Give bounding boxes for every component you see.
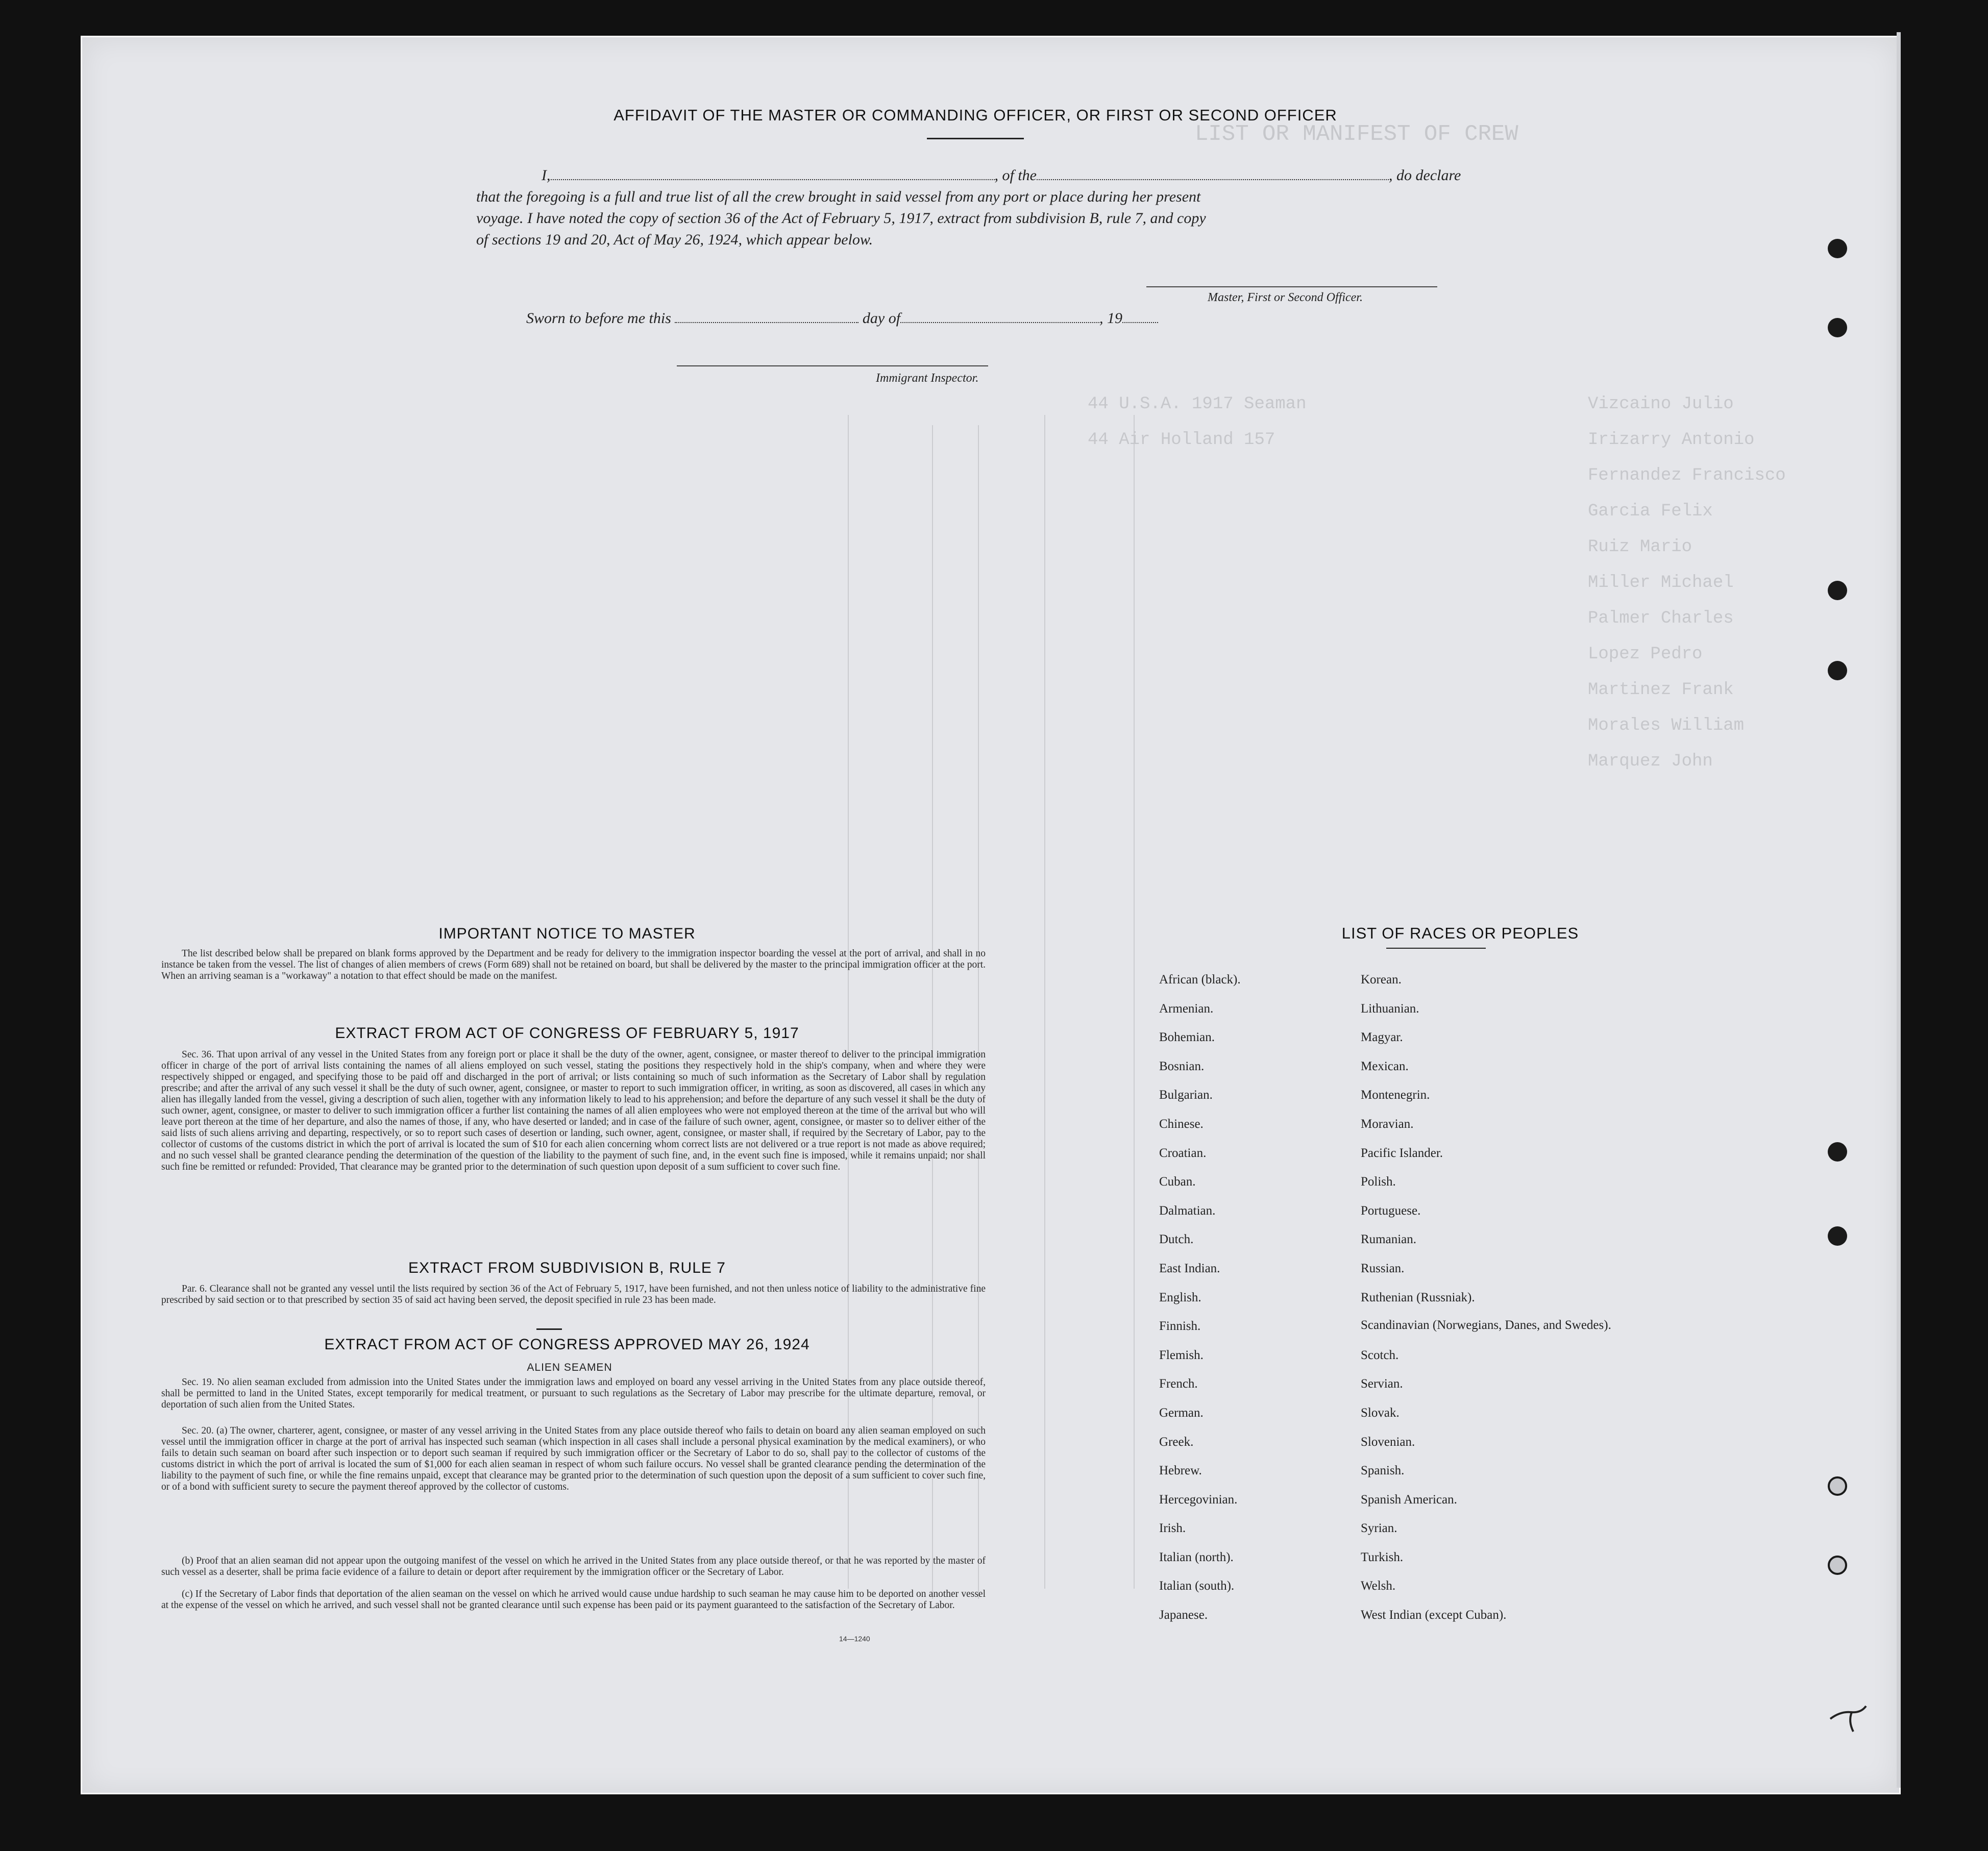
race-item: Croatian. bbox=[1159, 1146, 1207, 1160]
race-item: Rumanian. bbox=[1361, 1232, 1417, 1247]
race-item: Finnish. bbox=[1159, 1319, 1201, 1334]
race-item: Scotch. bbox=[1361, 1348, 1399, 1362]
race-item: Polish. bbox=[1361, 1175, 1396, 1189]
race-item: Welsh. bbox=[1361, 1579, 1396, 1593]
notice-text: The list described below shall be prepared on blank forms approved by the Department and be ready for delivery to the immigration inspector boarding the vessel at the port of arrival, and shall in no instance be taken from the vessel. The list of changes of alien members of crews (Form 689) shall not be retained on board, but shall be delivered by the master to the principal immigration officer at the port. When an arriving seaman is a "workaway" a notation to that effect should be made on the manifest. bbox=[161, 948, 986, 981]
act-1924-sec20a: Sec. 20. (a) The owner, charterer, agent, consignee, or master of any vessel arriving in the United States from any place outside thereof who fails to detain on board any alien seaman employed on such vessel until the immigration officer in charge at the port of arrival has inspected such seaman (which inspection in all cases shall include a personal physical examination by the medical examiners), or who fails to detain such seaman on board after such inspection or to deport such seaman if required by such immigration officer or the Secretary of Labor to do so, shall pay to the collector of customs of the customs district in which the port of arrival is located the sum of $1,000 for each alien seaman in respect of whom such failure occurs. No vessel shall be granted clearance pending the determination of the liability to the payment of such fine, or while the fine remains unpaid, except that clearance may be granted prior to the determination of such question upon the deposit of a sum sufficient to cover such fine, or of a bond with sufficient surety to secure the payment thereof approved by the collector of customs. bbox=[161, 1425, 986, 1492]
rule7-title: EXTRACT FROM SUBDIVISION B, RULE 7 bbox=[408, 1260, 726, 1276]
race-item: Bulgarian. bbox=[1159, 1088, 1213, 1102]
affidavit-line-4: of sections 19 and 20, Act of May 26, 1924, which appear below. bbox=[476, 231, 873, 248]
race-item: English. bbox=[1159, 1290, 1201, 1304]
extract-1917-title: EXTRACT FROM ACT OF CONGRESS OF FEBRUARY 5, 1917 bbox=[335, 1025, 799, 1042]
race-item: Italian (north). bbox=[1159, 1550, 1234, 1564]
punch-hole bbox=[1828, 1226, 1847, 1246]
race-item: Ruthenian (Russniak). bbox=[1361, 1290, 1475, 1304]
act-1924-sec20c: (c) If the Secretary of Labor finds that deportation of the alien seaman on the vessel on which he arrived would cause undue hardship to such seaman he may cause him to be deported on another vessel at the expense of the vessel on which he arrived, and such vessel shall not be granted clearance until such expense has been paid or its payment guaranteed to the satisfaction of the Secretary of Labor. bbox=[161, 1589, 986, 1611]
race-item: Flemish. bbox=[1159, 1348, 1204, 1362]
punch-hole bbox=[1828, 581, 1847, 600]
race-item: French. bbox=[1159, 1377, 1198, 1391]
race-item: German. bbox=[1159, 1405, 1204, 1420]
race-item: Slovenian. bbox=[1361, 1435, 1415, 1449]
extract-1917-text: Sec. 36. That upon arrival of any vessel in the United States from any foreign port or place it shall be the duty of the owner, agent, consignee, or master thereof to deliver to the principal immigration officer in charge of the port of arrival lists containing the names of all aliens employed on such vessel, stating the positions they respectively hold in the ship's company, when and where they were respectively shipped or engaged, and specifying those to be paid off and discharged in the port of arrival; or lists containing so much of such information as the Secretary of Labor shall by regulation prescribe; and after the arrival of any such vessel it shall be the duty of such owner, agent, consignee, or master to report to such immigration officer, in writing, as soon as discovered, all cases in which any alien has illegally landed from the vessel, giving a description of such alien, together with any information likely to lead to his apprehension; and before the departure of any such vessel it shall be the duty of such owner, agent, consignee, or master to deliver to such immigration officer a further list containing the names of all alien employees who were not employed thereon at the time of the arrival but who will leave port thereon at the time of her departure, and also the names of those, if any, who have deserted or landed; and in case of the failure of such owner, agent, consignee, or master so to deliver either of the said lists of such aliens arriving and departing, respectively, or so to report such cases of desertion or landing, such owner, agent, consignee, or master shall, if required by the Secretary of Labor, pay to the collector of customs of the customs district in which the port of arrival is located the sum of $10 for each alien concerning whom correct lists are not delivered or a true report is not made as above required; and no such vessel shall be granted clearance pending the determination of the question of the liability to the payment of such fine, and, in the event such fine is imposed, while it remains unpaid; nor shall such fine be remitted or refunded: Provided, That clearance may be granted prior to the determination of such question upon deposit of a sum sufficient to cover such fine. bbox=[161, 1049, 986, 1172]
race-item: Turkish. bbox=[1361, 1550, 1404, 1564]
document-page: LIST OR MANIFEST OF CREW Vizcaino Julio Irizarry Antonio Fernandez Francisco Garcia Felix Ruiz Mario Miller Michael Palmer Charles Lopez Pedro Martinez Frank Morales William Marquez John 44 U.S.A. 1917 Seaman 44 Air Holland 157 AFFIDAVIT OF THE MASTER OR COMMANDING OFFICER, OR FIRST OR SECOND OFFICER I, , of the , do declare that the foregoing is a full and true list of all the crew brought in said vessel from any port or place during her present voyage. I have noted the copy of section 36 of the Act of February 5, 1917, extract from subdivision B, rule 7, and copy of sections 19 and 20, Act of May 26, 1924, which appear below. Master, First or Second Officer. Sworn to before me this day of , 19 Immigrant Inspector. IMPORTANT NOTICE TO MASTER The list described below shall be prepared on blank forms approved by the Department and be ready for delivery to the immigration inspector boarding the vessel at the port of arrival, and shall in no instance be taken from the vessel. The list of changes of alien members of crews (Form 689) shall not be retained on board, but shall be delivered by the master to the principal immigration officer at the port. When an arriving seaman is a "workaway" a notation to that effect should be made on the manifest. EXTRACT FROM ACT OF CONGRESS OF FEBRUARY 5, 1917 Sec. 36. That upon arrival of any vessel in the United States from any foreign port or place it shall be the duty of the owner, agent, consignee, or master thereof to deliver to the principal immigration officer in charge of the port of arrival lists containing the names of all aliens employed on such vessel, stating the positions they respectively hold in the ship's company, when and where they were respectively shipped or engaged, and specifying those to be paid off and discharged in the port of arrival; or lists containing so much of such information as the Secretary of Labor shall by regulation prescribe; and after the arrival of any such vessel it shall be the duty of such owner, agent, consignee, or master to report to such immigration officer, in writing, as soon as discovered, all cases in which any alien has illegally landed from the vessel, giving a description of such alien, together with any information likely to lead to his apprehension; and before the departure of any such vessel it shall be the duty of such owner, agent, consignee, or master to deliver to such immigration officer a further list containing the names of all alien employees who were not employed thereon at the time of the arrival but who will leave port thereon at the time of her departure, and also the names of those, if any, who have deserted or landed; and in case of the failure of such owner, agent, consignee, or master so to deliver either of the said lists of such aliens arriving and departing, respectively, or so to report such cases of desertion or landing, such owner, agent, consignee, or master shall, if required by the Secretary of Labor, pay to the collector of customs of the customs district in which the port of arrival is located the sum of $10 for each alien concerning whom correct lists are not delivered or a true report is not made as above required; and no such vessel shall be granted clearance pending the determination of the question of the liability to the payment of such fine, and, in the event such fine is imposed, while it remains unpaid; nor shall such fine be remitted or refunded: Provided, That clearance may be granted prior to the determination of such question upon deposit of a sum sufficient to cover such fine. EXTRACT FROM SUBDIVISION B, RULE 7 Par. 6. Clearance shall not be granted any vessel until the lists required by section 36 of the Act of February 5, 1917, have been furnished, and not then unless notice of liability to the administrative fine prescribed by said section or to that prescribed by section 35 of said act having been served, the deposit specified in rule 23 has been made. EXTRACT FROM ACT OF CONGRESS APPROVED MAY 26, 1924 ALIEN SEAMEN Sec. 19. No alien seaman excluded from admission into the United States under the immigration laws and employed on board any vessel arriving in the United States from any place outside thereof, shall be permitted to land in the United States, except temporarily for medical treatment, or pursuant to such regulations as the Secretary of Labor may prescribe for the ultimate departure, removal, or deportation of such alien from the United States. Sec. 20. (a) The owner, charterer, agent, consignee, or master of any vessel arriving in the United States from any place outside thereof who fails to detain on board any alien seaman employed on such vessel until the immigration officer in charge at the port of arrival has inspected such seaman (which inspection in all cases shall include a personal physical examination by the medical examiners), or who fails to detain such seaman on board after such inspection or to deport such seaman if required by such immigration officer or the Secretary of Labor to do so, shall pay to the collector of customs of the customs district in which the port of arrival is located the sum of $1,000 for each alien seaman in respect of whom such failure occurs. No vessel shall be granted clearance pending the determination of the liability to the payment of such fine, or while the fine remains unpaid, except that clearance may be granted prior to the determination of such question upon the deposit of a sum sufficient to cover such fine, or of a bond with sufficient surety to secure the payment thereof approved by the collector of customs. (b) Proof that an alien seaman did not appear upon the outgoing manifest of the vessel on which he arrived in the United States from any place outside thereof, or that he was reported by the master of such vessel as a deserter, shall be prima facie evidence of a failure to detain or deport after requirement by the immigration officer or the Secretary of Labor. (c) If the Secretary of Labor finds that deportation of the alien seaman on the vessel on which he arrived would cause undue hardship to such seaman he may cause him to be deported on another vessel at the expense of the vessel on which he arrived, and such vessel shall not be granted clearance until such expense has been paid or its payment guaranteed to the satisfaction of the Secretary of Labor. 14—1240 LIST OF RACES OR PEOPLES African (black). Armenian. Bohemian. Bosnian. Bulgarian. Chinese. Croatian. Cuban. Dalmatian. Dutch. East Indian. English. Finnish. Flemish. French. German. Greek. Hebrew. Hercegovinian. Irish. Italian (north). Italian (south). Japanese. Korean. Lithuanian. Magyar. Mexican. Montenegrin. Moravian. Pacific Islander. Polish. Portuguese. Rumanian. Russian. Ruthenian (Russniak). Scandinavian (Norwegians, Danes, and Swedes). Scotch. Servian. Slovak. Slovenian. Spanish. Spanish American. Syrian. Turkish. Welsh. West Indian (except Cuban). bbox=[81, 36, 1901, 1794]
race-item: Hebrew. bbox=[1159, 1464, 1202, 1478]
affidavit-line-1: I, , of the , do declare bbox=[542, 165, 1562, 186]
form-code: 14—1240 bbox=[839, 1635, 870, 1643]
race-item: Spanish American. bbox=[1361, 1492, 1457, 1507]
race-item: Servian. bbox=[1361, 1377, 1403, 1391]
races-right-column bbox=[1361, 972, 1626, 1637]
name-blank[interactable] bbox=[551, 165, 995, 180]
act-1924-sec19: Sec. 19. No alien seaman excluded from admission into the United States under the immigration laws and employed on board any vessel arriving in the United States from any place outside thereof, shall be permitted to land in the United States, except temporarily for medical treatment, or pursuant to such regulations as the Secretary of Labor may prescribe for the ultimate departure, removal, or deportation of such alien from the United States. bbox=[161, 1377, 986, 1410]
race-item: African (black). bbox=[1159, 973, 1241, 986]
master-signature-line[interactable] bbox=[1146, 286, 1437, 287]
section-dash bbox=[536, 1328, 562, 1330]
notice-title: IMPORTANT NOTICE TO MASTER bbox=[438, 925, 696, 942]
race-item: Cuban. bbox=[1159, 1175, 1196, 1189]
race-item: Magyar. bbox=[1361, 1030, 1403, 1045]
race-item: Greek. bbox=[1159, 1435, 1194, 1449]
sworn-day-blank[interactable] bbox=[675, 308, 858, 323]
races-title: LIST OF RACES OR PEOPLES bbox=[1341, 924, 1579, 942]
affidavit-line-3: voyage. I have noted the copy of section 36 of the Act of February 5, 1917, extract from subdivision B, rule 7, and copy bbox=[476, 210, 1206, 227]
act-1924-subtitle: ALIEN SEAMEN bbox=[527, 1362, 612, 1373]
sworn-year-blank[interactable] bbox=[1122, 308, 1158, 323]
race-item: Bohemian. bbox=[1159, 1030, 1215, 1045]
sworn-line: Sworn to before me this day of , 19 bbox=[526, 308, 1292, 329]
inspector-label: Immigrant Inspector. bbox=[876, 372, 979, 385]
vessel-blank[interactable] bbox=[1037, 165, 1389, 180]
race-item: Irish. bbox=[1159, 1521, 1186, 1536]
race-item: Korean. bbox=[1361, 973, 1402, 986]
handwritten-mark-icon bbox=[1825, 1691, 1871, 1737]
rule7-text: Par. 6. Clearance shall not be granted any vessel until the lists required by section 36 of the Act of February 5, 1917, have been furnished, and not then unless notice of liability to the administrative fine prescribed by said section or to that prescribed by section 35 of said act having been served, the deposit specified in rule 23 has been made. bbox=[161, 1284, 986, 1305]
race-item: Dutch. bbox=[1159, 1232, 1194, 1247]
race-item: Russian. bbox=[1361, 1261, 1405, 1275]
race-item: Spanish. bbox=[1361, 1464, 1405, 1478]
race-item: West Indian (except Cuban). bbox=[1361, 1608, 1507, 1622]
race-item: Moravian. bbox=[1361, 1117, 1414, 1131]
inspector-signature-line[interactable] bbox=[677, 365, 988, 366]
race-item: Lithuanian. bbox=[1361, 1001, 1419, 1016]
punch-hole bbox=[1828, 1476, 1847, 1496]
race-item: Slovak. bbox=[1361, 1405, 1400, 1420]
race-item: Dalmatian. bbox=[1159, 1203, 1216, 1218]
race-item: Portuguese. bbox=[1361, 1203, 1421, 1218]
sworn-month-blank[interactable] bbox=[900, 308, 1099, 323]
race-item: Japanese. bbox=[1159, 1608, 1208, 1622]
sheet-edge-right bbox=[1897, 32, 1901, 1788]
race-item: Armenian. bbox=[1159, 1001, 1214, 1016]
races-left-column bbox=[1159, 972, 1353, 1637]
race-item: Montenegrin. bbox=[1361, 1088, 1430, 1102]
race-item: Hercegovinian. bbox=[1159, 1492, 1238, 1507]
race-item: Pacific Islander. bbox=[1361, 1146, 1443, 1160]
punch-hole bbox=[1828, 1556, 1847, 1575]
race-item: Mexican. bbox=[1361, 1059, 1409, 1073]
race-item: Chinese. bbox=[1159, 1117, 1204, 1131]
punch-hole bbox=[1828, 239, 1847, 258]
race-item: Italian (south). bbox=[1159, 1579, 1235, 1593]
punch-hole bbox=[1828, 1142, 1847, 1162]
title-rule bbox=[927, 138, 1024, 139]
affidavit-line-2: that the foregoing is a full and true list of all the crew brought in said vessel from any port or place during her present bbox=[476, 188, 1201, 205]
act-1924-sec20b: (b) Proof that an alien seaman did not appear upon the outgoing manifest of the vessel on which he arrived in the United States from any place outside thereof, or that he was reported by the master of such vessel as a deserter, shall be prima facie evidence of a failure to detain or deport after requirement by the immigration officer or the Secretary of Labor. bbox=[161, 1556, 986, 1577]
act-1924-title: EXTRACT FROM ACT OF CONGRESS APPROVED MAY 26, 1924 bbox=[324, 1336, 810, 1353]
affidavit-title: AFFIDAVIT OF THE MASTER OR COMMANDING OFFICER, OR FIRST OR SECOND OFFICER bbox=[613, 106, 1337, 124]
race-item: Bosnian. bbox=[1159, 1059, 1205, 1073]
punch-hole bbox=[1828, 318, 1847, 337]
race-item: East Indian. bbox=[1159, 1261, 1220, 1275]
race-item: Syrian. bbox=[1361, 1521, 1397, 1536]
punch-hole bbox=[1828, 661, 1847, 680]
master-label: Master, First or Second Officer. bbox=[1208, 291, 1363, 304]
races-title-rule bbox=[1386, 948, 1486, 949]
race-item: Scandinavian (Norwegians, Danes, and Swedes). bbox=[1361, 1318, 1611, 1332]
